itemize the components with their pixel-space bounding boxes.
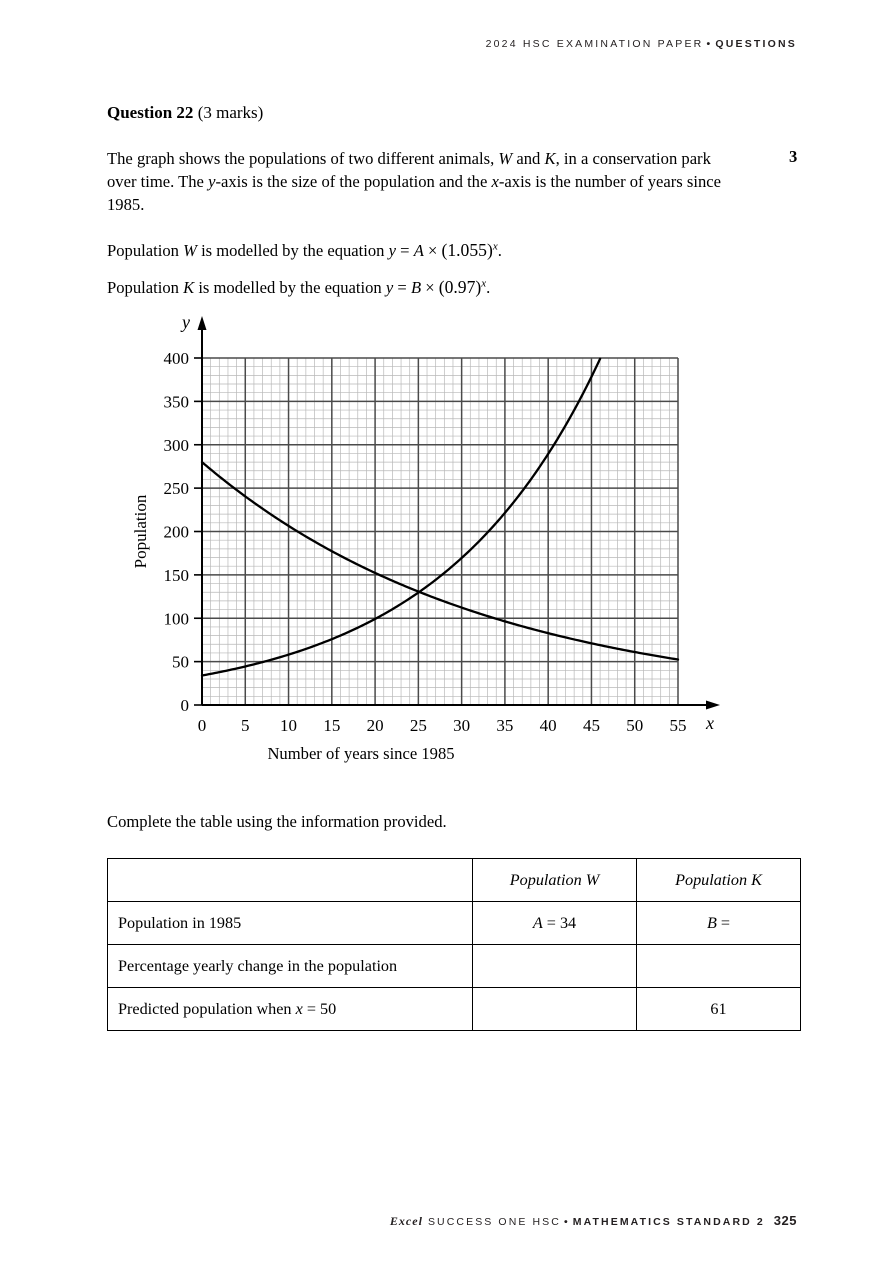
svg-text:250: 250 — [163, 479, 189, 499]
row-label-percentage-change: Percentage yearly change in the population — [108, 945, 473, 988]
equation-k-base: (0.97) — [438, 277, 482, 297]
table-header-blank — [108, 859, 473, 902]
x-axis-symbol: x — [706, 713, 714, 733]
cell-w-population-1985[interactable] — [473, 902, 637, 945]
svg-text:100: 100 — [163, 609, 189, 629]
equation-w-eq: = — [400, 241, 410, 260]
svg-text:0: 0 — [180, 696, 189, 715]
equation-k-coefficient: B — [410, 278, 422, 297]
question-marks-label: (3 marks) — [197, 103, 264, 122]
equation-w-middle: is modelled by the equation — [201, 241, 385, 260]
svg-text:400: 400 — [163, 349, 189, 368]
equation-k-exponent: x — [481, 277, 487, 290]
y-axis-title: Population — [131, 494, 150, 569]
equation-k-middle: is modelled by the equation — [198, 278, 382, 297]
svg-text:15: 15 — [323, 716, 341, 735]
svg-text:50: 50 — [172, 652, 189, 672]
row-label-predicted-population — [108, 988, 473, 1031]
table-header-population-k: Population K — [637, 859, 801, 902]
cell-k-predicted-population[interactable]: 61 — [637, 988, 801, 1031]
svg-text:50: 50 — [626, 716, 644, 735]
running-head-section: QUESTIONS — [715, 38, 797, 50]
answer-table — [107, 858, 801, 1031]
population-graph — [0, 310, 869, 750]
svg-text:45: 45 — [582, 716, 600, 735]
svg-text:30: 30 — [453, 716, 471, 735]
equation-w-prefix: Population — [107, 241, 179, 260]
svg-text:55: 55 — [669, 716, 687, 735]
question-body: The graph shows the populations of two different animals, W and K, in a conservation park over time. The y-axis is the size of the population and the x-axis is the number of years since 1985. — [107, 149, 721, 215]
equation-w-exponent: x — [492, 240, 498, 253]
cell-k-population-1985[interactable] — [637, 902, 801, 945]
svg-text:10: 10 — [280, 716, 298, 735]
cell-k-value-b: = — [716, 913, 731, 932]
equation-w-base: (1.055) — [441, 240, 493, 260]
footer-brand: Excel — [389, 1214, 423, 1228]
marks-value: 3 — [789, 147, 798, 166]
equation-k-eq: = — [397, 278, 407, 297]
table-row — [108, 902, 801, 945]
axis-tick-labels — [164, 349, 687, 735]
footer-series: SUCCESS ONE HSC — [427, 1216, 561, 1228]
table-row — [108, 988, 801, 1031]
footer-page-number: 325 — [773, 1213, 797, 1228]
svg-text:0: 0 — [197, 716, 207, 735]
table-prompt: Complete the table using the information provided. — [107, 812, 447, 831]
svg-text:150: 150 — [163, 565, 189, 585]
table-header-population-w: Population W — [473, 859, 637, 902]
equation-k-times: × — [425, 278, 435, 297]
svg-text:200: 200 — [163, 522, 189, 542]
equation-w-coefficient: A — [413, 241, 424, 260]
footer-separator: • — [563, 1216, 570, 1228]
equation-k-period: . — [486, 278, 491, 297]
cell-k-var-b: B — [706, 913, 717, 932]
row-label-population-1985: Population in 1985 — [108, 902, 473, 945]
var-w: W — [498, 149, 513, 168]
row-label-var-x: x — [295, 999, 303, 1018]
svg-text:300: 300 — [163, 435, 189, 455]
cell-w-var-a: A — [532, 913, 543, 932]
equation-k-prefix: Population — [107, 278, 179, 297]
equation-k-name: K — [183, 278, 195, 297]
cell-w-predicted-population[interactable] — [473, 988, 637, 1031]
equation-population-w — [107, 240, 502, 261]
population-graph-figure — [0, 310, 869, 770]
answer-table-wrapper — [107, 858, 762, 1031]
cell-w-value-a: = 34 — [542, 913, 577, 932]
cell-w-percentage-change[interactable] — [473, 945, 637, 988]
page-footer — [390, 1213, 797, 1229]
running-head-separator: • — [706, 38, 713, 50]
svg-text:40: 40 — [539, 716, 557, 735]
curve-population-k — [202, 462, 678, 659]
x-axis-title: Number of years since 1985 — [267, 744, 455, 763]
svg-text:5: 5 — [241, 716, 250, 735]
row-label-prefix: Predicted population when — [118, 999, 296, 1018]
var-k: K — [544, 149, 556, 168]
row-label-suffix: = 50 — [302, 999, 337, 1018]
question-number: Question 22 — [107, 103, 194, 122]
cell-k-percentage-change[interactable] — [637, 945, 801, 988]
var-y: y — [208, 172, 216, 192]
equation-w-times: × — [427, 241, 438, 260]
svg-text:20: 20 — [366, 716, 384, 735]
svg-text:35: 35 — [496, 716, 514, 735]
table-header-row — [108, 859, 801, 902]
equation-k-lhs: y — [385, 278, 394, 297]
equation-w-name: W — [183, 241, 197, 260]
footer-subject: MATHEMATICS STANDARD 2 — [572, 1216, 765, 1228]
svg-text:25: 25 — [409, 716, 427, 735]
equation-w-period: . — [497, 241, 502, 260]
equation-population-k — [107, 277, 490, 298]
y-axis-symbol: y — [182, 312, 190, 332]
running-head-title: 2024 HSC EXAMINATION PAPER — [485, 38, 704, 50]
running-head — [486, 38, 797, 50]
table-row — [108, 945, 801, 988]
question-heading — [107, 103, 263, 123]
population-curves — [202, 359, 678, 676]
var-x: x — [491, 172, 499, 192]
equation-w-lhs: y — [388, 241, 397, 260]
svg-text:350: 350 — [163, 392, 189, 412]
